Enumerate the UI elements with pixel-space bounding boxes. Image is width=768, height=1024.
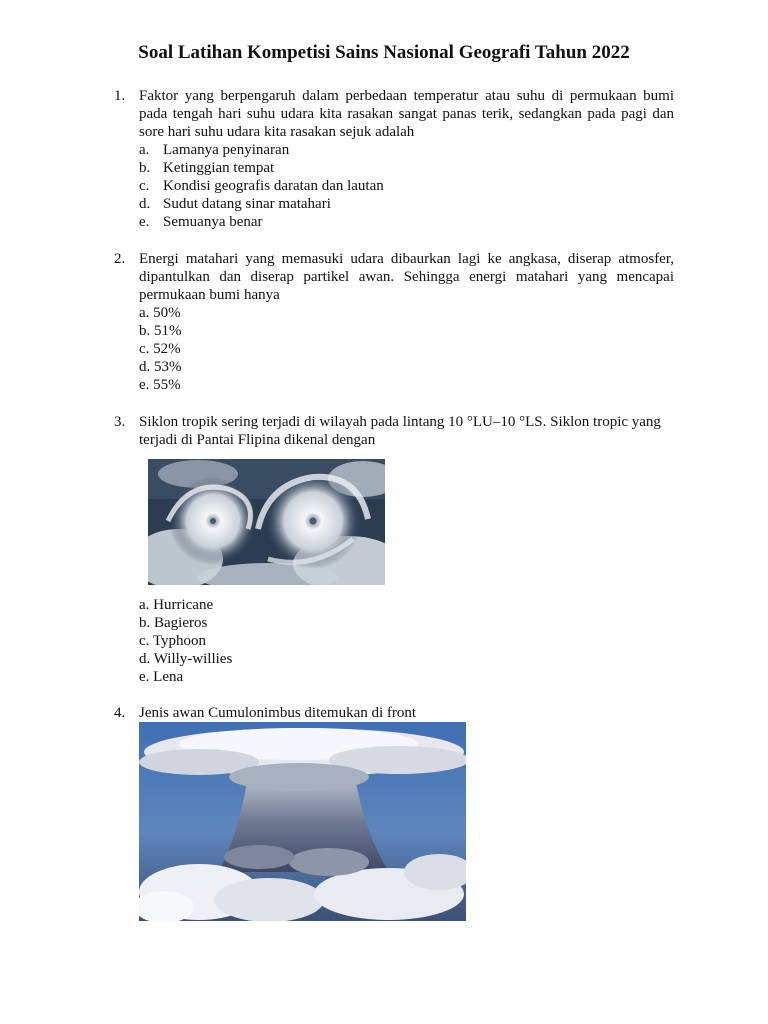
cyclone-satellite-graphic xyxy=(148,459,385,585)
option-item xyxy=(139,141,674,159)
option-list xyxy=(139,304,674,394)
option-letter: d. xyxy=(139,196,151,212)
option-item xyxy=(139,159,674,177)
option-text: Ketinggian tempat xyxy=(163,160,275,176)
question-text: Energi matahari yang memasuki udara dibaurkan lagi ke angkasa, diserap atmosfer, dipantulkan dan diserap partikel awan. Sehingga energi matahari yang mencapai permukaan bumi hanya xyxy=(139,251,674,303)
option-item: d. Willy-willies xyxy=(139,651,233,667)
option-letter: b. xyxy=(139,160,151,176)
option-text: Lamanya penyinaran xyxy=(163,142,290,158)
option-item: c. 52% xyxy=(139,341,181,357)
question-2 xyxy=(114,250,674,394)
option-list xyxy=(139,596,674,686)
page-title: Soal Latihan Kompetisi Sains Nasional Geografi Tahun 2022 xyxy=(138,42,630,63)
option-item xyxy=(139,177,674,195)
question-number: 3. xyxy=(114,414,126,430)
option-letter: c. xyxy=(139,178,150,194)
cyclone-satellite-image xyxy=(148,459,385,585)
option-text: Kondisi geografis daratan dan lautan xyxy=(163,178,384,194)
option-item: b. 51% xyxy=(139,323,182,339)
option-letter: e. xyxy=(139,214,150,230)
option-item xyxy=(139,213,674,231)
option-item: a. Hurricane xyxy=(139,597,214,613)
option-text: Semuanya benar xyxy=(163,214,263,230)
question-text: Siklon tropik sering terjadi di wilayah pada lintang 10 °LU–10 °LS. Siklon tropic yang terjadi di Pantai Flipina dikenal dengan xyxy=(139,414,661,448)
question-1 xyxy=(114,87,674,231)
option-item: e. 55% xyxy=(139,377,181,393)
cumulonimbus-cloud-graphic xyxy=(139,722,466,921)
question-number: 4. xyxy=(114,705,126,721)
option-list xyxy=(139,141,674,231)
question-text: Jenis awan Cumulonimbus ditemukan di front xyxy=(139,705,417,721)
option-item: c. Typhoon xyxy=(139,633,207,649)
option-item: e. Lena xyxy=(139,669,184,685)
question-4 xyxy=(114,704,674,722)
question-text: Faktor yang berpengaruh dalam perbedaan temperatur atau suhu di permukaan bumi pada tengah hari suhu udara kita rasakan sangat panas terik, sedangkan pada pagi dan sore hari suhu udara kita rasakan sejuk adalah xyxy=(139,88,674,140)
option-letter: a. xyxy=(139,142,150,158)
option-text: Sudut datang sinar matahari xyxy=(163,196,331,212)
option-item: b. Bagieros xyxy=(139,615,208,631)
question-3 xyxy=(114,413,674,449)
cumulonimbus-cloud-image xyxy=(139,722,466,921)
option-item xyxy=(139,195,674,213)
option-item: d. 53% xyxy=(139,359,182,375)
question-3-options xyxy=(114,596,674,686)
option-item: a. 50% xyxy=(139,305,181,321)
question-number: 2. xyxy=(114,251,126,267)
question-number: 1. xyxy=(114,88,126,104)
